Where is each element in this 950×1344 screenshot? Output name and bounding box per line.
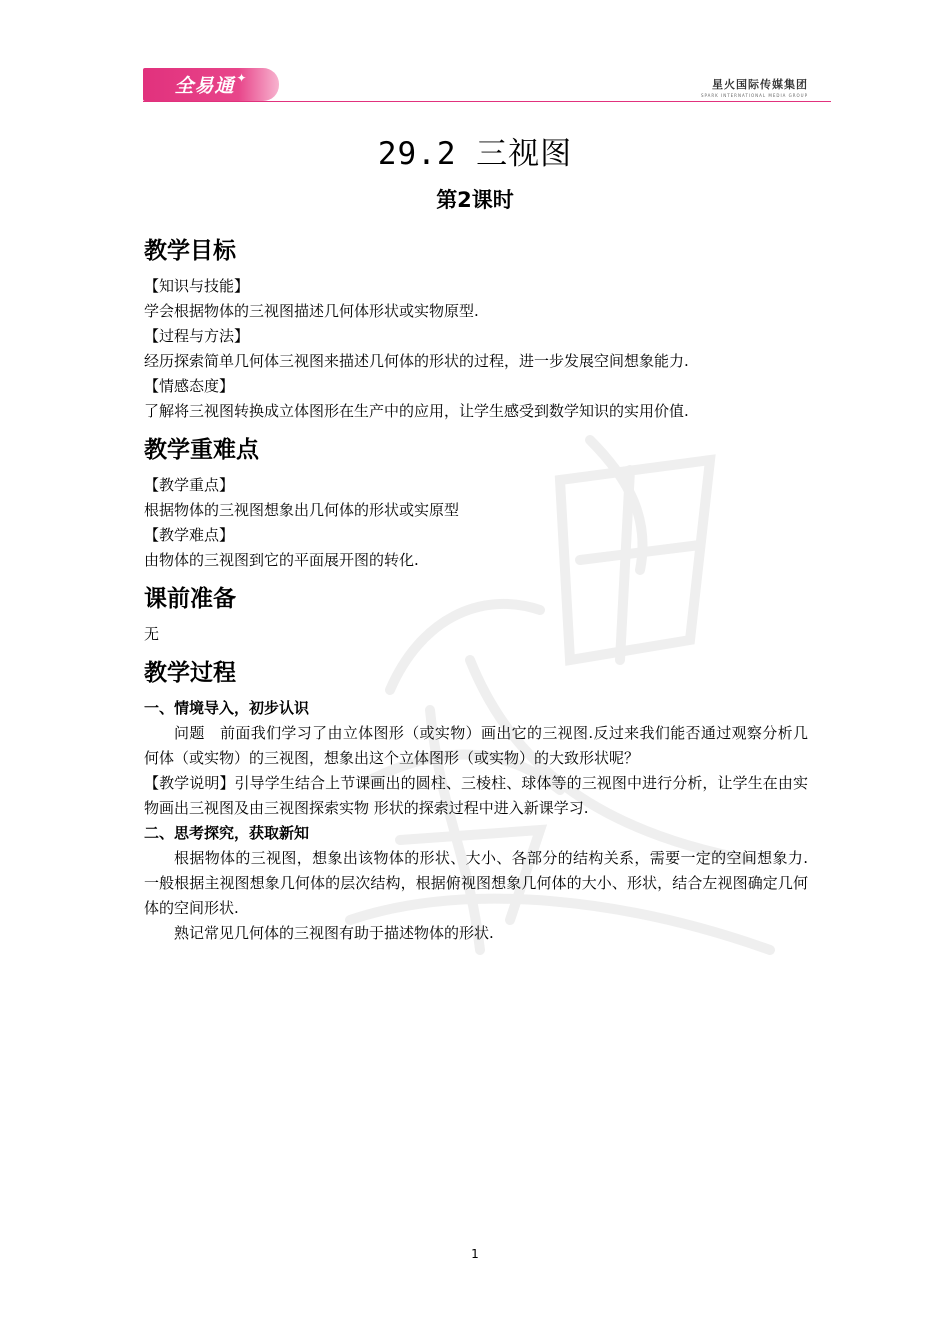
text-difficulty: 由物体的三视图到它的平面展开图的转化. xyxy=(144,551,419,569)
page-title: 29.2 三视图 xyxy=(377,136,573,172)
section-heading-goals: 教学目标 xyxy=(144,238,236,264)
section-heading-key: 教学重难点 xyxy=(144,437,259,463)
logo-text: 全易通 xyxy=(174,75,235,97)
section-heading-process: 教学过程 xyxy=(144,660,236,686)
step1-paragraph-2: 【教学说明】引导学生结合上节课画出的圆柱、三棱柱、球体等的三视图中进行分析，让学生在由实物画出三视图及由三视图探索实物 形状的探索过程中进入新课学习. xyxy=(144,774,808,817)
text-knowledge: 学会根据物体的三视图描述几何体形状或实物原型. xyxy=(144,302,479,320)
step2-title: 二、思考探究，获取新知 xyxy=(144,824,310,842)
logo xyxy=(143,68,279,101)
header-divider xyxy=(143,101,831,102)
brand xyxy=(701,76,808,98)
label-difficulty: 【教学难点】 xyxy=(144,526,235,544)
label-focus: 【教学重点】 xyxy=(144,476,235,494)
text-process: 经历探索简单几何体三视图来描述几何体的形状的过程，进一步发展空间想象能力. xyxy=(144,352,689,370)
step1-paragraph-1: 问题 前面我们学习了由立体图形（或实物）画出它的三视图.反过来我们能否通过观察分析几何体（或实物）的三视图，想象出这个立体图形（或实物）的大致形状呢？ xyxy=(144,724,808,767)
step2-paragraph-2: 熟记常见几何体的三视图有助于描述物体的形状. xyxy=(174,924,494,942)
step1-title: 一、情境导入，初步认识 xyxy=(144,699,310,717)
label-process: 【过程与方法】 xyxy=(144,327,250,345)
document-body xyxy=(144,228,808,946)
page-number: 1 xyxy=(471,1247,479,1261)
brand-name-zh: 星火国际传媒集团 xyxy=(712,78,808,91)
section-heading-prep: 课前准备 xyxy=(144,586,236,612)
brand-name-en: SPARK INTERNATIONAL MEDIA GROUP xyxy=(700,93,808,98)
step2-paragraph-1: 根据物体的三视图，想象出该物体的形状、大小、各部分的结构关系，需要一定的空间想象力.一般根据主视图想象几何体的层次结构，根据俯视图想象几何体的大小、形状，结合左视图确定几何体的空间形状. xyxy=(144,849,808,917)
text-focus: 根据物体的三视图想象出几何体的形状或实原型 xyxy=(144,501,460,519)
text-prep: 无 xyxy=(144,625,160,643)
star-icon: ✦ xyxy=(236,70,248,85)
label-knowledge: 【知识与技能】 xyxy=(144,277,250,295)
text-emotion: 了解将三视图转换成立体图形在生产中的应用，让学生感受到数学知识的实用价值. xyxy=(144,402,689,420)
page-subtitle: 第2课时 xyxy=(436,188,514,212)
label-emotion: 【情感态度】 xyxy=(144,377,235,395)
